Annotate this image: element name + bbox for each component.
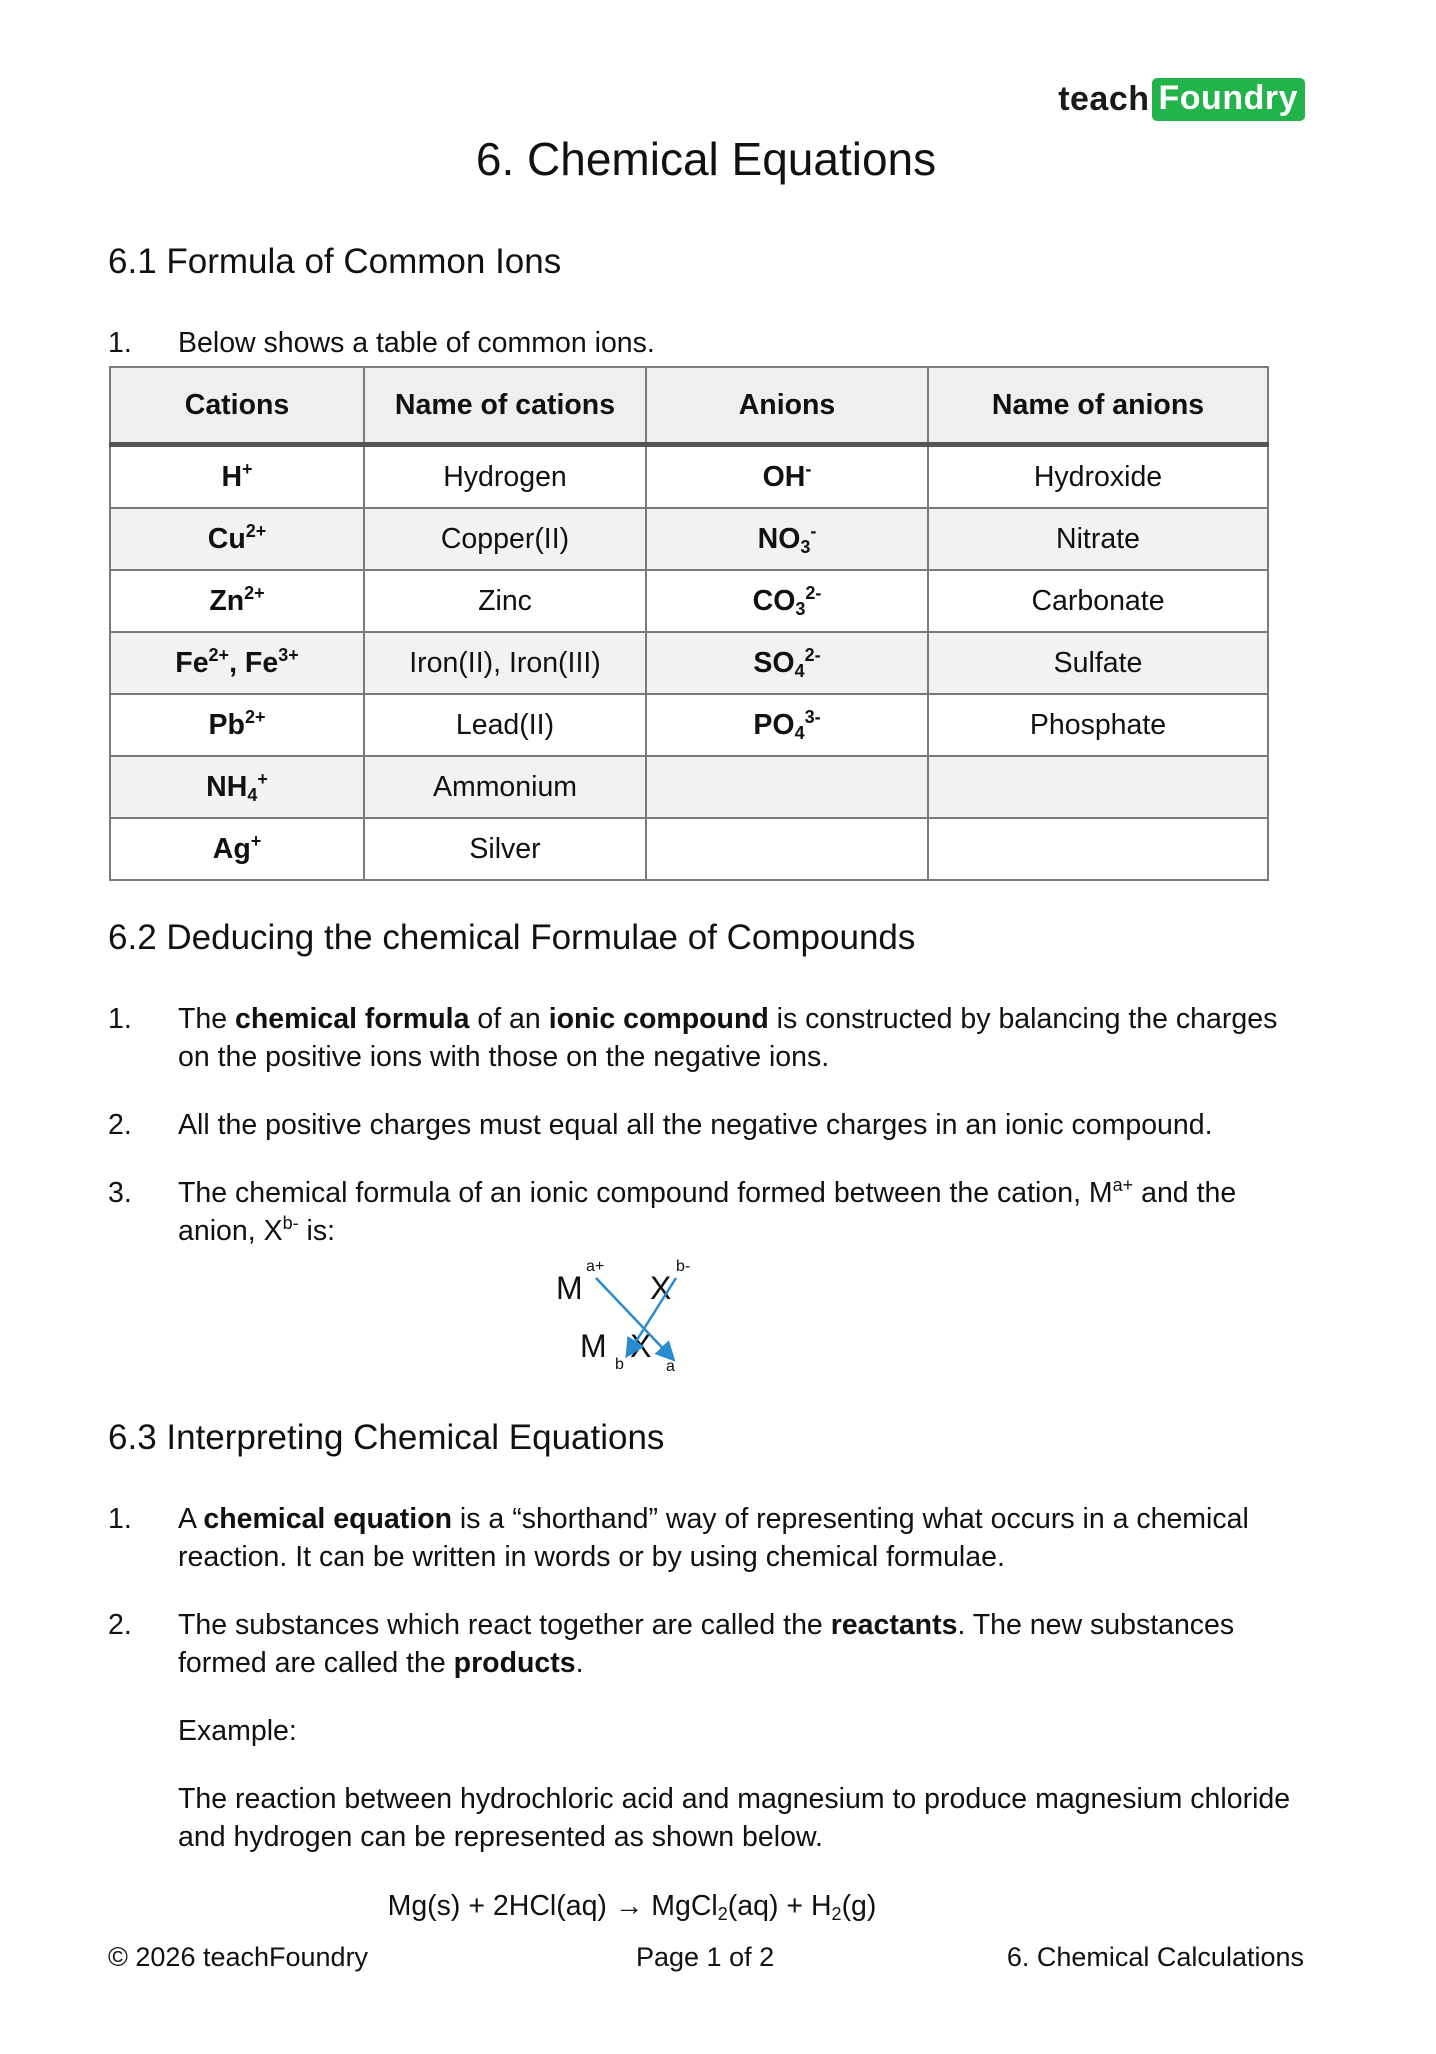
example-label-text: Example: bbox=[178, 1715, 297, 1747]
charge-superscript: b- bbox=[282, 1213, 299, 1233]
text-run: . The new substances formed are called the bbox=[178, 1609, 1235, 1679]
anion-name-cell: Hydroxide bbox=[928, 445, 1268, 509]
cation-subscript: 4 bbox=[247, 784, 258, 805]
cation-symbol: Fe bbox=[175, 646, 209, 679]
equation-product-2: (aq) + H bbox=[727, 1890, 832, 1922]
equation-subscript: 2 bbox=[717, 1904, 728, 1924]
text-run: The chemical formula of an ionic compound formed between the cation, M bbox=[178, 1177, 1113, 1209]
cation-symbol: Ag bbox=[212, 832, 251, 865]
anion-cell-empty bbox=[646, 756, 928, 818]
list-number: 3. bbox=[108, 1177, 132, 1209]
anion-cell bbox=[646, 508, 928, 570]
text-run: of an bbox=[469, 1003, 549, 1035]
cation-charge: 2+ bbox=[245, 520, 267, 541]
table-row bbox=[110, 570, 1268, 632]
equation-subscript: 2 bbox=[831, 1904, 842, 1924]
list-text bbox=[178, 1606, 1308, 1682]
anion-name-cell: Phosphate bbox=[928, 694, 1268, 756]
table-row bbox=[110, 508, 1268, 570]
cation-cell bbox=[110, 570, 364, 632]
cation-cell bbox=[110, 694, 364, 756]
anion-cell-empty bbox=[646, 818, 928, 880]
anion-subscript: 3 bbox=[795, 598, 806, 619]
list-number: 1. bbox=[108, 1503, 132, 1535]
column-header-cation-names: Name of cations bbox=[364, 367, 646, 445]
anion-charge: 2- bbox=[805, 582, 822, 603]
bold-term: chemical formula bbox=[235, 1003, 470, 1035]
list-item bbox=[108, 1000, 1308, 1076]
cation-symbol: Cu bbox=[207, 522, 246, 555]
diagram-anion-charge: b- bbox=[676, 1258, 691, 1275]
list-text: Below shows a table of common ions. bbox=[178, 327, 655, 359]
anion-symbol: NO bbox=[757, 522, 801, 555]
section-heading-6-1: 6.1 Formula of Common Ions bbox=[108, 242, 562, 281]
anion-cell bbox=[646, 632, 928, 694]
list-item bbox=[108, 1606, 1308, 1682]
cation-charge: 2+ bbox=[208, 644, 230, 665]
column-header-anion-names: Name of anions bbox=[928, 367, 1268, 445]
anion-cell bbox=[646, 694, 928, 756]
column-header-anions: Anions bbox=[646, 367, 928, 445]
chemical-equation bbox=[0, 1890, 1264, 1923]
cation-symbol: Pb bbox=[208, 708, 245, 741]
cation-cell bbox=[110, 445, 364, 509]
table-row bbox=[110, 756, 1268, 818]
anion-charge: 3- bbox=[804, 706, 821, 727]
list-number: 2. bbox=[108, 1109, 132, 1141]
anion-subscript: 4 bbox=[794, 722, 805, 743]
table-header-row bbox=[110, 367, 1268, 445]
cross-over-diagram bbox=[550, 1258, 710, 1378]
anion-cell bbox=[646, 570, 928, 632]
footer-page-number: Page 1 of 2 bbox=[636, 1942, 775, 1972]
diagram-formula-cation-subscript: b bbox=[615, 1356, 624, 1373]
bold-term: chemical equation bbox=[203, 1503, 453, 1535]
list-text bbox=[178, 1174, 1308, 1250]
anion-charge: - bbox=[810, 520, 817, 541]
list-item bbox=[108, 324, 1308, 362]
diagram-cation-charge: a+ bbox=[586, 1258, 605, 1275]
diagram-cation-symbol: M bbox=[556, 1270, 583, 1306]
bold-term: ionic compound bbox=[548, 1003, 769, 1035]
anion-symbol: PO bbox=[753, 708, 795, 741]
page-title: 6. Chemical Equations bbox=[475, 133, 937, 185]
text-run: is a “shorthand” way of representing what occurs in a chemical reaction. It can be written in words or by using chemical formulae. bbox=[178, 1503, 1249, 1573]
anion-cell bbox=[646, 445, 928, 509]
list-number: 1. bbox=[108, 1003, 132, 1035]
anion-name-cell-empty bbox=[928, 818, 1268, 880]
text-run: is: bbox=[298, 1215, 336, 1247]
anion-charge: 2- bbox=[804, 644, 821, 665]
cation-cell bbox=[110, 632, 364, 694]
table-row bbox=[110, 694, 1268, 756]
equation-state: (g) bbox=[841, 1890, 877, 1922]
cation-charge: + bbox=[257, 768, 268, 789]
cation-name-cell: Zinc bbox=[364, 570, 646, 632]
list-number: 2. bbox=[108, 1609, 132, 1641]
text-run: The substances which react together are called the bbox=[178, 1609, 831, 1641]
ions-table bbox=[109, 366, 1269, 881]
anion-symbol: SO bbox=[753, 646, 795, 679]
cation-name-cell: Silver bbox=[364, 818, 646, 880]
cation-name-cell: Hydrogen bbox=[364, 445, 646, 509]
text-run: and the anion, X bbox=[178, 1177, 1237, 1247]
anion-name-cell-empty bbox=[928, 756, 1268, 818]
cation-name-cell: Lead(II) bbox=[364, 694, 646, 756]
anion-symbol: OH bbox=[762, 460, 806, 493]
anion-charge: - bbox=[805, 458, 812, 479]
charge-superscript: a+ bbox=[1112, 1175, 1134, 1195]
cation-charge: 2+ bbox=[244, 706, 266, 727]
cation-name-cell: Iron(II), Iron(III) bbox=[364, 632, 646, 694]
reaction-arrow: → bbox=[614, 1890, 644, 1922]
list-number: 1. bbox=[108, 327, 132, 359]
footer-chapter: 6. Chemical Calculations bbox=[1006, 1942, 1304, 1972]
column-header-cations: Cations bbox=[110, 367, 364, 445]
cation-symbol: Zn bbox=[209, 584, 245, 617]
section-heading-6-3: 6.3 Interpreting Chemical Equations bbox=[108, 1418, 665, 1457]
anion-name-cell: Carbonate bbox=[928, 570, 1268, 632]
text-run: is constructed by balancing the charges on the positive ions with those on the negative ions. bbox=[178, 1003, 1278, 1073]
list-text bbox=[178, 1500, 1308, 1576]
diagram-formula-anion: X bbox=[630, 1328, 652, 1364]
anion-symbol: CO bbox=[752, 584, 796, 617]
cation-cell bbox=[110, 756, 364, 818]
cation-symbol: H bbox=[221, 460, 243, 493]
arrow-anion-charge-to-cation bbox=[628, 1278, 676, 1354]
cation-symbol-2: , Fe bbox=[229, 646, 279, 679]
cation-charge-2: 3+ bbox=[278, 644, 299, 665]
section-heading-6-2: 6.2 Deducing the chemical Formulae of Compounds bbox=[108, 918, 916, 957]
example-paragraph bbox=[108, 1780, 1308, 1856]
cation-charge: + bbox=[242, 458, 253, 479]
brand-logo bbox=[1058, 78, 1305, 121]
list-item bbox=[108, 1174, 1308, 1250]
cation-charge: 2+ bbox=[244, 582, 265, 603]
cation-charge: + bbox=[250, 830, 262, 851]
bold-term: products bbox=[453, 1647, 576, 1679]
logo-text-foundry: Foundry bbox=[1152, 78, 1305, 121]
equation-reactants: Mg(s) + 2HCl(aq) bbox=[387, 1890, 615, 1922]
text-run: The bbox=[178, 1003, 236, 1035]
anion-name-cell: Nitrate bbox=[928, 508, 1268, 570]
bold-term: reactants bbox=[830, 1609, 958, 1641]
example-label bbox=[108, 1712, 1308, 1750]
cation-symbol: NH bbox=[206, 770, 248, 803]
list-text: All the positive charges must equal all the negative charges in an ionic compound. bbox=[178, 1109, 1213, 1141]
table-row bbox=[110, 445, 1268, 509]
cation-name-cell: Copper(II) bbox=[364, 508, 646, 570]
cation-cell bbox=[110, 508, 364, 570]
diagram-formula-anion-subscript: a bbox=[666, 1358, 675, 1375]
example-text: The reaction between hydrochloric acid and magnesium to produce magnesium chloride and hydrogen can be represented as shown below. bbox=[178, 1783, 1291, 1853]
diagram-anion-symbol: X bbox=[650, 1270, 672, 1306]
logo-text-teach: teach bbox=[1058, 80, 1150, 118]
cation-cell bbox=[110, 818, 364, 880]
list-item bbox=[108, 1106, 1308, 1144]
equation-product-1: MgCl bbox=[643, 1890, 718, 1922]
diagram-formula-cation: M bbox=[580, 1328, 607, 1364]
table-row bbox=[110, 818, 1268, 880]
crossover-arrows bbox=[550, 1258, 710, 1378]
anion-subscript: 3 bbox=[800, 536, 811, 557]
anion-name-cell: Sulfate bbox=[928, 632, 1268, 694]
text-run: . bbox=[575, 1647, 584, 1679]
cation-name-cell: Ammonium bbox=[364, 756, 646, 818]
list-item bbox=[108, 1500, 1308, 1576]
list-text bbox=[178, 1000, 1308, 1076]
anion-subscript: 4 bbox=[794, 660, 805, 681]
footer-copyright: © 2026 teachFoundry bbox=[108, 1942, 369, 1972]
text-run: A bbox=[178, 1503, 204, 1535]
table-row bbox=[110, 632, 1268, 694]
